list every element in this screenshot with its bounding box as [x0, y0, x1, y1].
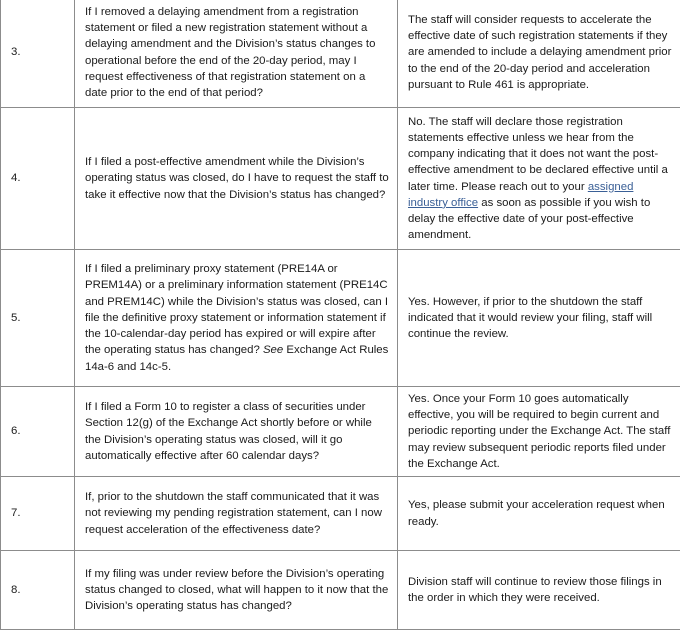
- answer-cell: Yes, please submit your acceleration request when ready.: [398, 477, 680, 551]
- table-row: [1, 477, 680, 551]
- table-row: [1, 387, 680, 477]
- see-reference: See: [262, 344, 284, 357]
- row-number: 5.: [1, 250, 75, 387]
- answer-cell: Yes. However, if prior to the shutdown the staff indicated that it would review your filing, staff will continue the review.: [398, 250, 680, 387]
- answer-cell: The staff will consider requests to accelerate the effective date of such registration statements if they are amended to include a delaying amendment prior to the end of the 20-day period and acceleration pursuant to Rule 461 is appropriate.: [398, 0, 680, 108]
- question-cell: If my filing was under review before the Division’s operating status changed to closed, what will happen to it now that the Division’s operating status has changed?: [75, 551, 398, 630]
- question-text: If I filed a preliminary proxy statement (PRE14A or PREM14A) or a preliminary information statement (PRE14C and PREM14C) while the Division’s status was closed, can I file the definitive proxy statement or information statement if the 10-calendar-day period has expired or will expire after the operating status has changed?: [85, 263, 389, 357]
- answer-text: No. The staff will declare those registration statements effective unless we hear from the company indicating that it does not want the post-effective amendment to be declared effective until a later time. Please reach out to your: [408, 115, 668, 193]
- rule-reference: Exchange Act Rules 14a-6 and 14c-5.: [85, 344, 389, 373]
- answer-cell: Yes. Once your Form 10 goes automatically effective, you will be required to begin current and periodic reporting under the Exchange Act. The staff may review subsequent periodic reports filed under the Exchange Act.: [398, 387, 680, 477]
- question-cell: [75, 250, 398, 387]
- table-row: [1, 250, 680, 387]
- question-cell: If I removed a delaying amendment from a registration statement or filed a new registration statement without a delaying amendment and the Division’s status changes to operational before the end of the 20-day period, may I request effectiveness of that registration statement on a date prior to the end of that period?: [75, 0, 398, 108]
- row-number: 7.: [1, 477, 75, 551]
- answer-cell: Division staff will continue to review those filings in the order in which they were received.: [398, 551, 680, 630]
- row-number: 8.: [1, 551, 75, 630]
- question-cell: If, prior to the shutdown the staff communicated that it was not reviewing my pending registration statement, can I now request acceleration of the effectiveness date?: [75, 477, 398, 551]
- row-number: 3.: [1, 0, 75, 108]
- table-row: [1, 551, 680, 630]
- row-number: 4.: [1, 108, 75, 250]
- table-row: [1, 108, 680, 250]
- answer-text: as soon as possible if you wish to delay the effective date of your post-effective amendment.: [408, 196, 651, 242]
- question-cell: If I filed a post-effective amendment while the Division’s operating status was closed, do I have to request the staff to take it effective now that the Division’s status has changed?: [75, 108, 398, 250]
- table-row: [1, 0, 680, 108]
- answer-cell: [398, 108, 680, 250]
- assigned-industry-office-link[interactable]: assigned industry office: [408, 180, 634, 209]
- question-cell: If I filed a Form 10 to register a class of securities under Section 12(g) of the Exchange Act shortly before or while the Division’s operating status was closed, will it go automatically effective after 60 calendar days?: [75, 387, 398, 477]
- row-number: 6.: [1, 387, 75, 477]
